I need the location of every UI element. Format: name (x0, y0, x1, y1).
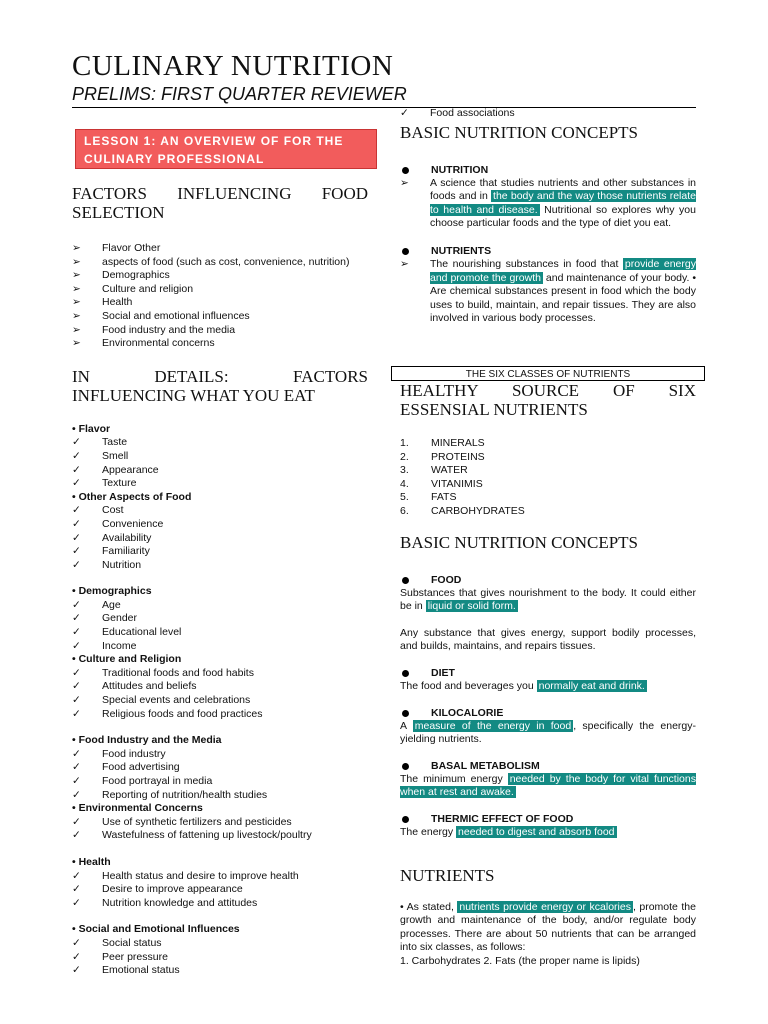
detail-item: ✓ Educational level (72, 626, 182, 639)
kilocalorie-label: KILOCALORIE (400, 707, 696, 720)
bullet-dot (402, 248, 409, 255)
nutrients-label: NUTRIENTS (400, 245, 696, 258)
document-title: CULINARY NUTRITION (72, 50, 394, 82)
essentials-list (400, 437, 696, 519)
nutrition-definition: ➢ A science that studies nutrients and other substances in foods and in the body and the way those nutrients relate to health and disease. Nutritional so explores why you choose particular foods and the type of diet you eat. (400, 176, 696, 230)
detail-group (72, 856, 368, 910)
detail-group-title: • Culture and Religion (72, 653, 182, 666)
detail-item: ✓ Nutrition (72, 558, 142, 571)
factors-heading-cont: SELECTION (72, 203, 165, 222)
detail-item: ✓ Appearance (72, 463, 159, 476)
detail-item: ✓ Familiarity (72, 545, 150, 558)
healthy-heading-cont: ESSENSIAL NUTRIENTS (400, 400, 588, 419)
basic-concepts-heading: BASIC NUTRITION CONCEPTS (400, 122, 639, 142)
detail-item: ✓ Attitudes and beliefs (72, 680, 197, 693)
detail-group (72, 923, 368, 977)
left-column (72, 184, 368, 978)
highlight: needed to digest and absorb food (458, 825, 615, 838)
highlight: measure of the energy in food (414, 719, 572, 732)
detail-item: ✓ Nutrition knowledge and attitudes (72, 896, 258, 909)
detail-groups (72, 423, 368, 978)
detail-item: ✓ Wastefulness of fattening up livestock/poultry (72, 829, 312, 842)
food-definition: Substances that gives nourishment to the body. It could either be in liquid or solid form. (400, 586, 696, 613)
diet-definition: The food and beverages you normally eat and drink. (400, 679, 645, 692)
detail-item: ✓ Gender (72, 612, 138, 625)
detail-item: ✓ Traditional foods and food habits (72, 666, 254, 679)
diet-label: DIET (400, 667, 696, 680)
factor-item: ➢ Social and emotional influences (72, 309, 250, 322)
detail-item: ✓ Social status (72, 936, 162, 949)
detail-item: ✓ Cost (72, 504, 124, 517)
factor-item: ➢ Demographics (72, 269, 170, 282)
right-column (400, 107, 696, 326)
detail-item: ✓ Food portrayal in media (72, 775, 213, 787)
factor-item: ➢ Flavor Other (72, 242, 161, 254)
detail-item: ✓ Religious foods and food practices (72, 707, 263, 720)
bullet-dot (402, 816, 409, 823)
thermic-effect-definition: The energy needed to digest and absorb food (400, 825, 615, 838)
details-heading-cont: INFLUENCING WHAT YOU EAT (72, 385, 315, 405)
details-heading: IN DETAILS: FACTORS (72, 366, 368, 386)
detail-group (72, 734, 368, 802)
document-subtitle: PRELIMS: FIRST QUARTER REVIEWER (72, 84, 407, 104)
detail-item: ✓ Emotional status (72, 964, 180, 977)
factors-heading: FACTORS INFLUENCING FOOD (72, 184, 368, 203)
nutrients-stated-paragraph: • As stated, nutrients provide energy or kcalories , promote the growth and maintenance of the body, and/or regulate body processes. There are about 50 nutrients that can be arranged into six classes, as follows: (400, 900, 696, 954)
healthy-heading: HEALTHY SOURCE OF SIX (400, 381, 696, 400)
essential-nutrient-item: 4. VITANIMIS (400, 477, 483, 490)
detail-item: ✓ Income (72, 639, 137, 652)
detail-item: ✓ Special events and celebrations (72, 694, 251, 707)
nutrients-classes-line: 1. Carbohydrates 2. Fats (the proper name is lipids) (400, 954, 640, 967)
detail-group-title: • Flavor (72, 422, 111, 435)
essential-nutrient-item: 6. CARBOHYDRATES (400, 504, 525, 517)
essential-nutrient-item: 1. MINERALS (400, 437, 485, 449)
highlight: normally eat and drink. (538, 679, 645, 692)
bullet-dot (402, 710, 409, 717)
detail-item: ✓ Smell (72, 449, 129, 462)
detail-item: ✓ Food advertising (72, 761, 180, 774)
nutrients-heading: NUTRIENTS (400, 865, 495, 885)
factor-item: ➢ Food industry and the media (72, 323, 236, 336)
highlight: the body and the way those nutrients relate to health and disease. (430, 190, 696, 216)
factor-item: ➢ Culture and religion (72, 282, 194, 295)
detail-item: ✓ Convenience (72, 517, 164, 530)
detail-item: ✓ Reporting of nutrition/health studies (72, 788, 268, 801)
highlight: nutrients provide energy or kcalories (459, 900, 631, 913)
basic-concepts-heading-2: BASIC NUTRITION CONCEPTS (400, 532, 639, 552)
detail-item: ✓ Texture (72, 477, 137, 490)
detail-item: ✓ Use of synthetic fertilizers and pesticides (72, 815, 292, 828)
basal-metabolism-label: BASAL METABOLISM (400, 760, 696, 773)
food-label: FOOD (400, 574, 696, 587)
food-associations-text: Food associations (430, 107, 515, 119)
kilocalorie-definition: A measure of the energy in food , specifically the energy-yielding nutrients. (400, 719, 696, 746)
detail-item: ✓ Taste (72, 436, 128, 449)
detail-item: ✓ Desire to improve appearance (72, 883, 243, 896)
nutrients-definition: ➢ The nourishing substances in food that provide energy and promote the growth and maintenance of your body. • Are chemical substances present in food which the body uses to build, maintain, and repair tissues. They are also involved in various body processes. (400, 257, 696, 325)
detail-item: ✓ Availability (72, 531, 152, 544)
detail-item: ✓ Age (72, 598, 121, 611)
detail-group (72, 653, 368, 721)
detail-group-title: • Demographics (72, 585, 152, 598)
bullet-dot (402, 577, 409, 584)
highlight: liquid or solid form. (427, 600, 516, 613)
factor-item: ➢ Health (72, 296, 133, 309)
detail-group-title: • Social and Emotional Influences (72, 923, 240, 936)
essential-nutrient-item: 3. WATER (400, 464, 468, 477)
detail-group-title: • Health (72, 855, 111, 868)
bullet-dot (402, 167, 409, 174)
six-classes-box: THE SIX CLASSES OF NUTRIENTS (391, 366, 705, 381)
essential-nutrient-item: 5. FATS (400, 491, 457, 504)
lesson-banner: LESSON 1: AN OVERVIEW OF FOR THE CULINARY PROFESSIONAL (75, 129, 377, 169)
highlight: needed by the body for vital functions when at rest and awake. (400, 772, 696, 799)
detail-item: ✓ Food industry (72, 747, 166, 760)
detail-group (72, 802, 368, 843)
essential-nutrient-item: 2. PROTEINS (400, 450, 485, 463)
factors-list (72, 242, 368, 351)
detail-group (72, 423, 368, 491)
right-column-lower (400, 381, 696, 968)
highlight: provide energy and promote the growth (430, 257, 696, 284)
detail-group (72, 585, 368, 653)
factor-item: ➢ aspects of food (such as cost, convenience, nutrition) (72, 255, 350, 268)
detail-group-title: • Other Aspects of Food (72, 490, 192, 503)
factor-item: ➢ Environmental concerns (72, 337, 215, 350)
detail-group (72, 491, 368, 573)
food-definition-2: Any substance that gives energy, support bodily processes, and builds, maintains, and repairs tissues. (400, 626, 696, 653)
nutrition-label: NUTRITION (400, 164, 696, 177)
detail-item: ✓ Peer pressure (72, 950, 168, 963)
bullet-dot (402, 763, 409, 770)
basal-metabolism-definition: The minimum energy needed by the body for vital functions when at rest and awake. (400, 772, 696, 799)
thermic-effect-label: THERMIC EFFECT OF FOOD (400, 813, 696, 826)
detail-item: ✓ Health status and desire to improve health (72, 869, 299, 882)
detail-group-title: • Environmental Concerns (72, 802, 203, 815)
bullet-dot (402, 670, 409, 677)
detail-group-title: • Food Industry and the Media (72, 734, 222, 747)
list-item: ✓ Food associations (400, 107, 515, 119)
